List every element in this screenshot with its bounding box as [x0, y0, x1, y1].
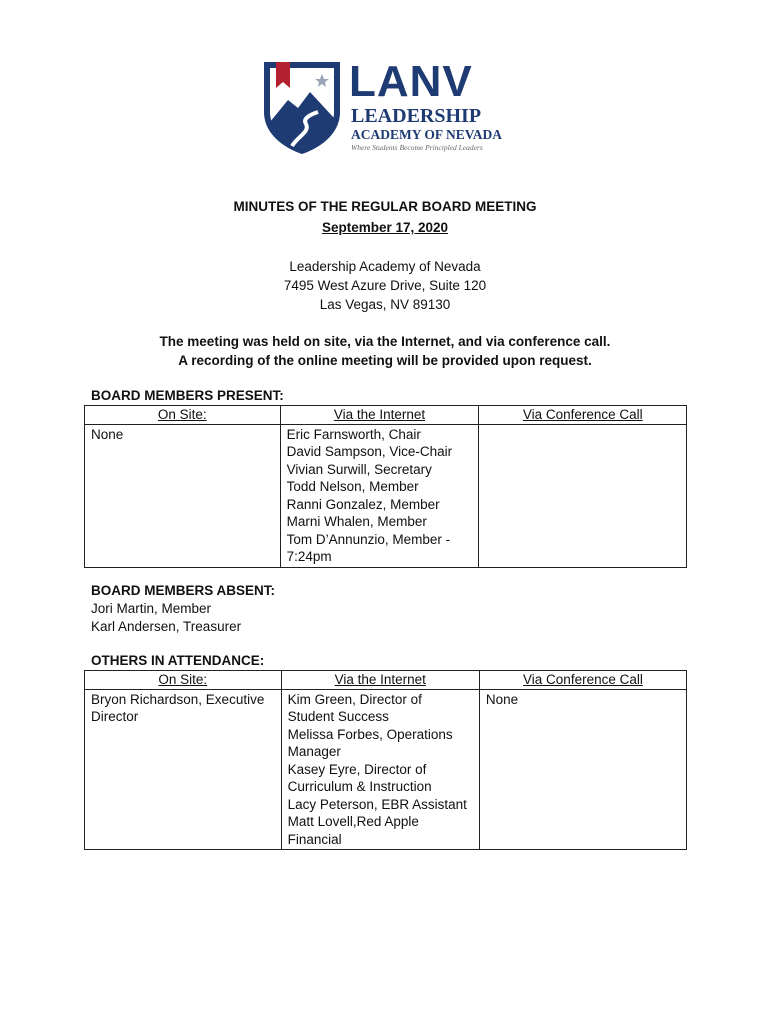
list-item: Bryon Richardson, Executive — [91, 691, 265, 707]
others-heading: OTHERS IN ATTENDANCE: — [91, 653, 265, 668]
list-item: Student Success — [287, 709, 389, 724]
logo-line3: ACADEMY OF NEVADA — [351, 127, 502, 142]
others-onsite-cell — [85, 689, 282, 850]
list-item: None — [485, 691, 519, 707]
list-item: Tom D’Annunzio, Member - — [286, 531, 451, 547]
list-item: Jori Martin, Member — [91, 601, 212, 616]
others-table — [84, 670, 687, 850]
logo-line2: LEADERSHIP — [351, 105, 482, 127]
list-item: Todd Nelson, Member — [286, 479, 419, 494]
present-heading: BOARD MEMBERS PRESENT: — [91, 388, 284, 403]
present-onsite-cell — [85, 424, 281, 567]
list-item: Melissa Forbes, Operations — [287, 726, 453, 742]
address-line2: 7495 West Azure Drive, Suite 120 — [283, 278, 487, 293]
notice-line2: A recording of the online meeting will be provided upon request. — [178, 353, 592, 368]
list-item: Curriculum & Instruction — [287, 779, 432, 794]
list-item: None — [91, 426, 124, 442]
list-item: Karl Andersen, Treasurer — [91, 618, 242, 634]
list-item: Marni Whalen, Member — [286, 514, 427, 529]
list-item: Vivian Surwill, Secretary — [286, 461, 432, 477]
meeting-date: September 17, 2020 — [321, 220, 449, 235]
address-line3: Las Vegas, NV 89130 — [319, 297, 451, 312]
logo-tagline: Where Students Become Principled Leaders — [351, 143, 483, 152]
present-col-conference: Via Conference Call — [479, 406, 687, 425]
others-col-internet: Via the Internet — [281, 671, 479, 690]
list-item: 7:24pm — [286, 549, 332, 564]
present-conference-cell — [479, 424, 687, 567]
logo-name: LANV — [349, 57, 473, 106]
list-item: Financial — [287, 831, 342, 847]
address-line1: Leadership Academy of Nevada — [289, 259, 481, 274]
list-item: Ranni Gonzalez, Member — [286, 496, 440, 512]
absent-list — [91, 600, 241, 635]
list-item: Matt Lovell,Red Apple — [287, 814, 419, 829]
shield-mountain-icon — [262, 60, 342, 156]
list-item: Manager — [287, 744, 341, 759]
list-item: David Sampson, Vice-Chair — [286, 444, 453, 459]
document-title: MINUTES OF THE REGULAR BOARD MEETING — [233, 199, 537, 214]
present-col-internet: Via the Internet — [280, 406, 479, 425]
list-item: Eric Farnsworth, Chair — [286, 426, 421, 442]
list-item: Lacy Peterson, EBR Assistant — [287, 796, 467, 812]
list-item: Kasey Eyre, Director of — [287, 761, 427, 777]
present-col-onsite: On Site: — [85, 406, 281, 425]
list-item: Kim Green, Director of — [287, 691, 422, 707]
present-internet-cell — [280, 424, 479, 567]
others-col-onsite: On Site: — [85, 671, 282, 690]
others-conference-cell — [479, 689, 686, 850]
others-internet-cell — [281, 689, 479, 850]
absent-heading: BOARD MEMBERS ABSENT: — [91, 583, 276, 598]
notice-line1: The meeting was held on site, via the Internet, and via conference call. — [159, 334, 611, 349]
present-table — [84, 405, 687, 568]
school-logo — [262, 57, 512, 156]
others-col-conference: Via Conference Call — [479, 671, 686, 690]
list-item: Director — [91, 709, 139, 724]
